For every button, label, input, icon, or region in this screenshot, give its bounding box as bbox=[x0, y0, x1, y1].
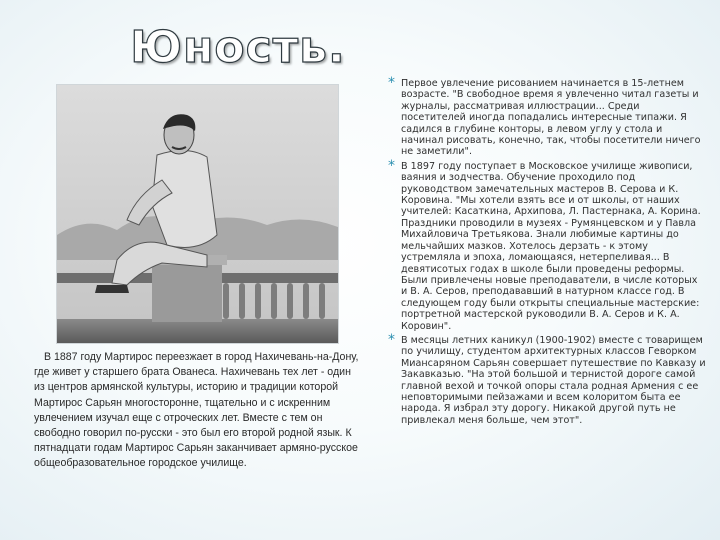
bullet-item bbox=[388, 157, 706, 332]
bullet-item bbox=[388, 331, 706, 426]
intro-paragraph-text: В 1887 году Мартирос переезжает в город Нахичевань-на-Дону, где живет у старшего брата Ованеса. Нахичевань тех лет - один из центров армянской культуры, историю и традиции которой Мартирос Сарьян многосторонне, тщательно и с искренним увлечением изучал еще с отроческих лет. Вместе с тем он свободно говорил по-русски - это был его второй родной язык. К пятнадцати годам Мартирос Сарьян заканчивает армяно-русское общеобразовательное городское училище. bbox=[34, 351, 359, 470]
bullet-text: В 1897 году поступает в Московское училище живописи, ваяния и зодчества. Обучение проходило под руководством замечательных мастеров В. Серова и К. Коровина. "Мы хотели взять все и от школы, от наших учителей: Касаткина, Архипова, Л. Пастернака, А. Корина. Праздники проводили в музеях - Румянцевском и у Павла Михайловича Третьякова. Знали любимые картины до мельчайших мазков. Хотелось дерзать - к этому устремляла и эпоха, ломающаяся, нетерпеливая... В девятисотых годах в школе были проведены реформы. Были привлечены новые преподаватели, в числе которых и В. А. Серов, преподававший в натурном классе год. В следующем году были открыты специальные мастерские: портретной мастерской руководили В. А. Серов и К. А. Коровин". bbox=[401, 160, 701, 332]
bullet-list bbox=[388, 75, 706, 429]
bullet-marker: * bbox=[388, 75, 395, 91]
portrait-photo bbox=[56, 84, 339, 344]
slide-title: Юность. bbox=[130, 22, 346, 73]
bullet-marker: * bbox=[388, 331, 395, 348]
bullet-text: В месяцы летних каникул (1900-1902) вместе с товарищем по училищу, студентом архитектурных классов Геворком Миансаряном Сарьян совершает путешествие по Кавказу и Закавказью. "На этой большой и тернистой дороге самой главной вехой и точкой опоры стала родная Армения с ее неповторимыми пейзажами и всем колоритом быта ее народа. Я избрал эту дорогу. Никакой другой путь не привлекал меня больше, чем этот". bbox=[401, 334, 706, 426]
bullet-text: Первое увлечение рисованием начинается в 15-летнем возрасте. "В свободное время я увлеченно читал газеты и журналы, рассматривая иллюстрации... Среди посетителей иногда попадались интересные типажи. Я садился в глубине конторы, в левом углу у стола и начинал рисовать, конечно, так, чтобы посетители ничего не заметили". bbox=[401, 78, 701, 158]
portrait-photo-image bbox=[57, 85, 338, 343]
bullet-item bbox=[388, 75, 706, 158]
intro-paragraph bbox=[34, 350, 364, 472]
bullet-marker: * bbox=[388, 157, 395, 174]
